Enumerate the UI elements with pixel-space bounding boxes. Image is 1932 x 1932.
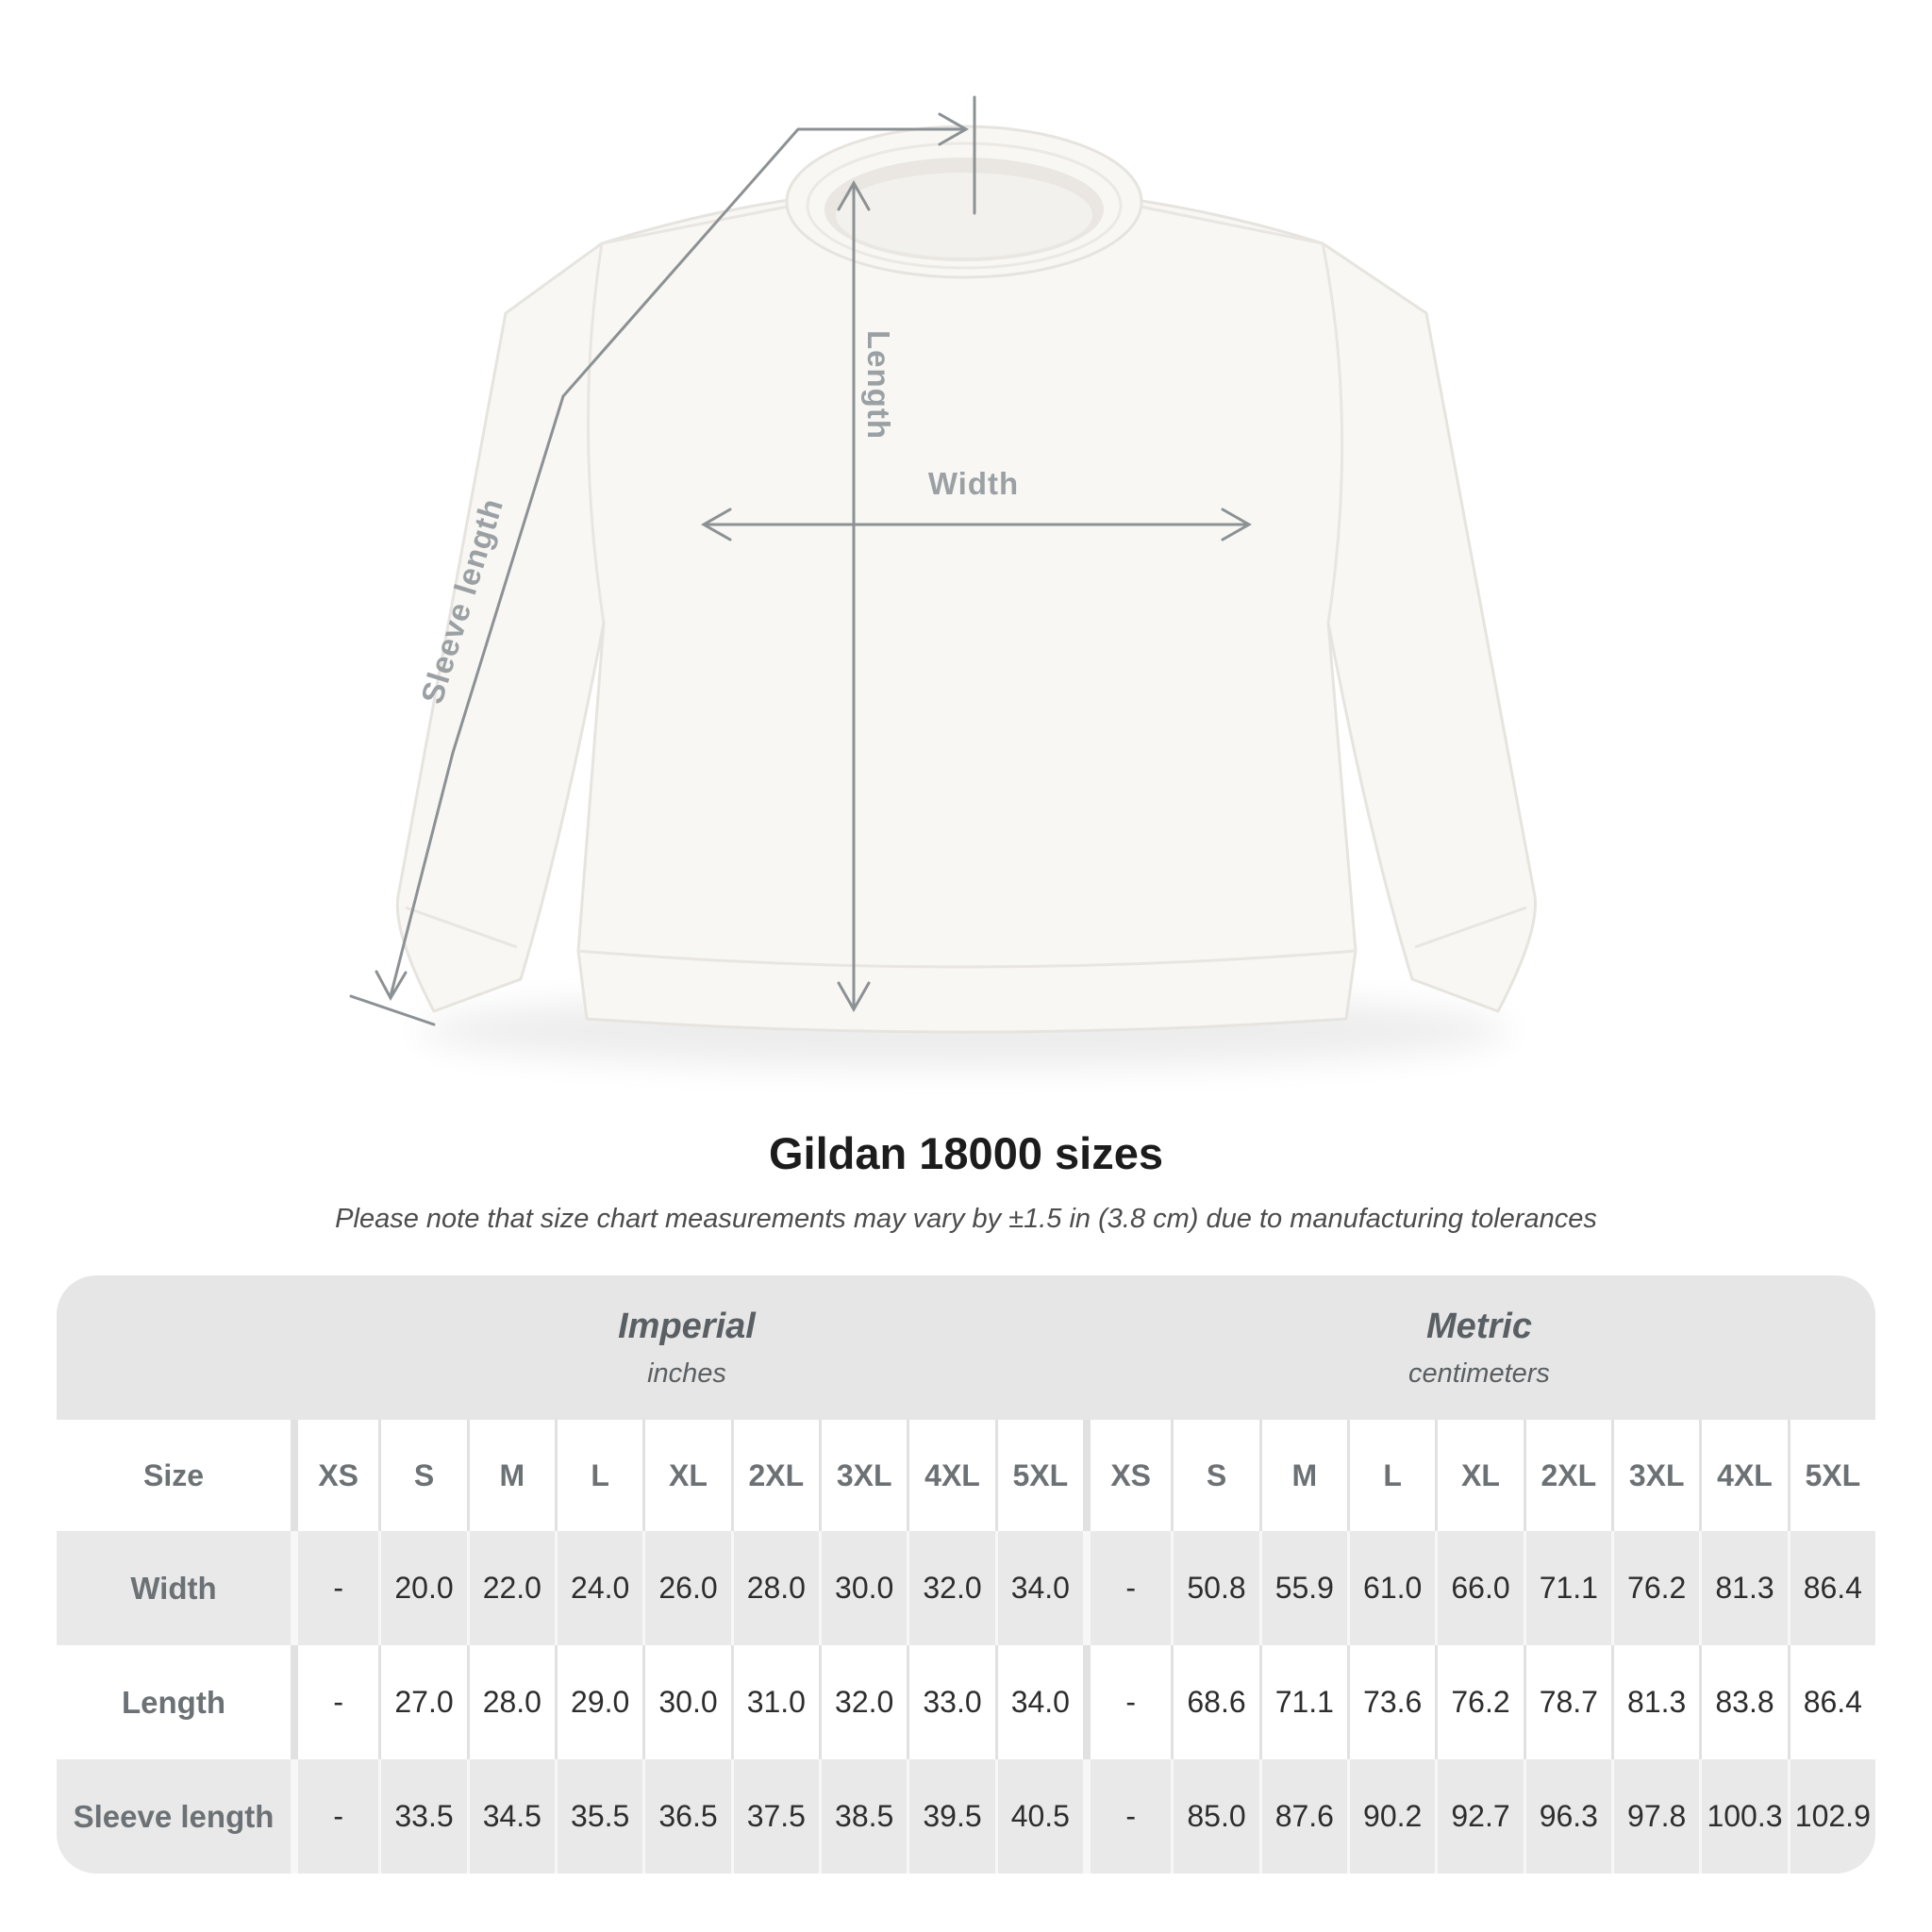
table-cell: 30.0 <box>819 1531 907 1645</box>
table-cell: 26.0 <box>642 1531 730 1645</box>
size-header-5xl: 5XL <box>995 1420 1083 1531</box>
table-cell: 28.0 <box>467 1645 555 1759</box>
size-header-l: L <box>1347 1420 1435 1531</box>
size-header-s: S <box>1171 1420 1258 1531</box>
table-cell: - <box>1083 1759 1171 1874</box>
size-header-2xl: 2XL <box>1524 1420 1611 1531</box>
tolerance-note: Please note that size chart measurements may vary by ±1.5 in (3.8 cm) due to manufacturing tolerances <box>335 1204 1597 1234</box>
table-cell: 35.5 <box>555 1759 642 1874</box>
table-cell: 29.0 <box>555 1645 642 1759</box>
size-header-4xl: 4XL <box>1699 1420 1787 1531</box>
table-cell: 71.1 <box>1524 1531 1611 1645</box>
table-cell: 73.6 <box>1347 1645 1435 1759</box>
table-cell: 68.6 <box>1171 1645 1258 1759</box>
sleeve-length-dimension-label: Sleeve length <box>413 493 510 708</box>
size-header-xs: XS <box>1083 1420 1171 1531</box>
row-label: Width <box>57 1531 291 1645</box>
table-cell: 34.5 <box>467 1759 555 1874</box>
group-label: Metric <box>1426 1307 1532 1347</box>
table-cell: 81.3 <box>1699 1531 1787 1645</box>
table-cell: 40.5 <box>995 1759 1083 1874</box>
table-cell: 20.0 <box>378 1531 466 1645</box>
table-cell: 32.0 <box>907 1531 994 1645</box>
table-cell: 66.0 <box>1435 1531 1523 1645</box>
length-dimension-label: Length <box>861 330 896 440</box>
metric-group-header <box>1083 1275 1875 1420</box>
table-cell: 100.3 <box>1699 1759 1787 1874</box>
imperial-group-header <box>291 1275 1083 1420</box>
size-header-xl: XL <box>642 1420 730 1531</box>
size-header-l: L <box>555 1420 642 1531</box>
size-header-xs: XS <box>291 1420 378 1531</box>
table-cell: - <box>291 1759 378 1874</box>
page-title: Gildan 18000 sizes <box>768 1128 1164 1178</box>
table-cell: 102.9 <box>1788 1759 1875 1874</box>
table-cell: 22.0 <box>467 1531 555 1645</box>
table-cell: 50.8 <box>1171 1531 1258 1645</box>
table-cell: - <box>1083 1645 1171 1759</box>
table-cell: 86.4 <box>1788 1531 1875 1645</box>
size-table <box>57 1275 1875 1874</box>
table-cell: 33.0 <box>907 1645 994 1759</box>
table-cell: 97.8 <box>1611 1759 1699 1874</box>
size-header-m: M <box>467 1420 555 1531</box>
table-cell: 76.2 <box>1611 1531 1699 1645</box>
size-header-2xl: 2XL <box>731 1420 819 1531</box>
table-cell: 31.0 <box>731 1645 819 1759</box>
size-header-m: M <box>1259 1420 1347 1531</box>
table-cell: 33.5 <box>378 1759 466 1874</box>
table-corner <box>57 1275 291 1420</box>
table-cell: 55.9 <box>1259 1531 1347 1645</box>
size-header-3xl: 3XL <box>1611 1420 1699 1531</box>
width-dimension-label: Width <box>927 466 1020 501</box>
table-cell: 36.5 <box>642 1759 730 1874</box>
title-block <box>0 1127 1932 1235</box>
table-cell: 81.3 <box>1611 1645 1699 1759</box>
size-header-5xl: 5XL <box>1788 1420 1875 1531</box>
table-cell: 37.5 <box>731 1759 819 1874</box>
size-header-4xl: 4XL <box>907 1420 994 1531</box>
table-cell: 34.0 <box>995 1645 1083 1759</box>
table-cell: - <box>291 1531 378 1645</box>
table-cell: 85.0 <box>1171 1759 1258 1874</box>
table-cell: 30.0 <box>642 1645 730 1759</box>
group-unit-label: inches <box>647 1357 726 1389</box>
size-header-xl: XL <box>1435 1420 1523 1531</box>
row-label: Sleeve length <box>57 1759 291 1874</box>
size-header-3xl: 3XL <box>819 1420 907 1531</box>
sweatshirt-silhouette <box>397 187 1535 1032</box>
table-cell: 83.8 <box>1699 1645 1787 1759</box>
table-cell: 78.7 <box>1524 1645 1611 1759</box>
group-unit-label: centimeters <box>1408 1357 1550 1389</box>
table-cell: 28.0 <box>731 1531 819 1645</box>
table-cell: 61.0 <box>1347 1531 1435 1645</box>
table-cell: 87.6 <box>1259 1759 1347 1874</box>
table-cell: 34.0 <box>995 1531 1083 1645</box>
collar <box>787 126 1141 277</box>
table-cell: 38.5 <box>819 1759 907 1874</box>
group-label: Imperial <box>618 1307 756 1347</box>
table-cell: 39.5 <box>907 1759 994 1874</box>
table-cell: - <box>1083 1531 1171 1645</box>
table-cell: - <box>291 1645 378 1759</box>
table-cell: 71.1 <box>1259 1645 1347 1759</box>
table-cell: 76.2 <box>1435 1645 1523 1759</box>
size-column-header: Size <box>57 1420 291 1531</box>
table-cell: 86.4 <box>1788 1645 1875 1759</box>
table-cell: 92.7 <box>1435 1759 1523 1874</box>
size-header-s: S <box>378 1420 466 1531</box>
table-cell: 32.0 <box>819 1645 907 1759</box>
table-cell: 27.0 <box>378 1645 466 1759</box>
table-cell: 24.0 <box>555 1531 642 1645</box>
table-cell: 96.3 <box>1524 1759 1611 1874</box>
row-label: Length <box>57 1645 291 1759</box>
table-cell: 90.2 <box>1347 1759 1435 1874</box>
